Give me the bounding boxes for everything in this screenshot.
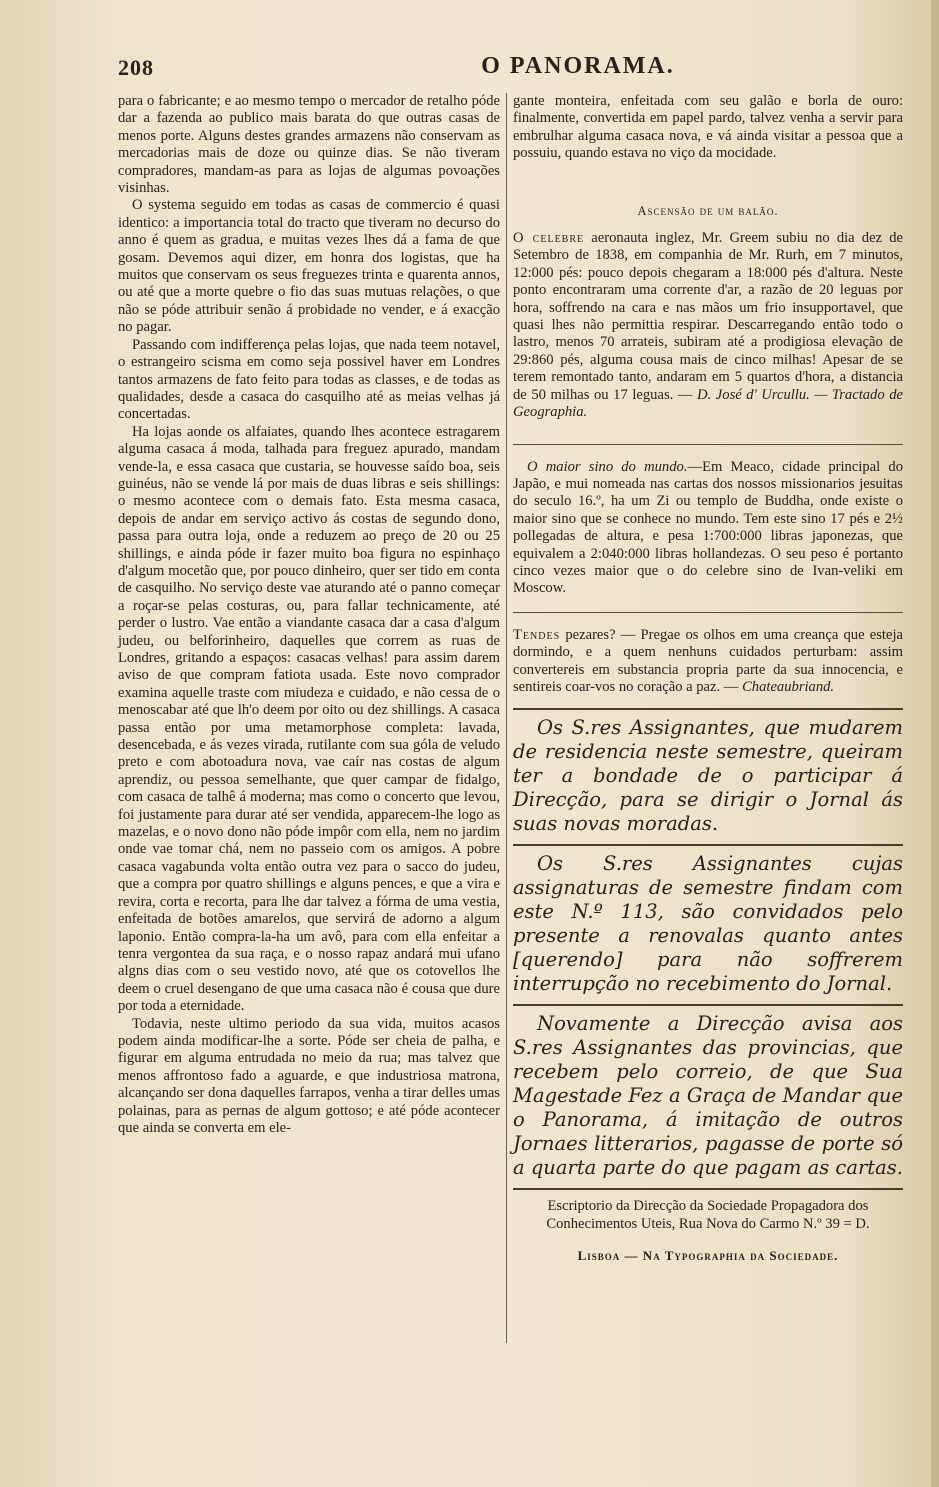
page-number: 208 <box>118 55 154 80</box>
page-binding-edge <box>931 0 939 1487</box>
right-column <box>513 93 903 1265</box>
bell-text: —Em Meaco, cidade principal do Japão, e mui nomeada nas cartas dos nossos missionarios jesuitas do seculo 16.º, ha um Zi ou templo de Buddha, onde existe o maior sino que se conhece no mundo. Tem este sino 17 pés e 2½ pollegadas de altura, e pesa 1:700:000 libras japonezas, que equivalem a 2:040:000 libras hollandezas. O seu peso é portanto cinco vezes maior que o do celebre sino de Ivan-veliki em Moscow. <box>513 458 903 597</box>
balloon-text: aeronauta inglez, Mr. Greem subiu no dia dez de Setembro de 1838, em companhia de Mr. Rurh, em 7 minutos, 12:000 pés: pouco depois chegaram a 18:000 pés d'altura. Neste ponto encontraram uma corrente d'ar, a razão de 20 leguas por hora, soffrendo na cara e nas mãos um frio insupportavel, que quasi lhes não permittia respirar. Descarregando então todo o lastro, menos 70 arrateis, subiram até a prodigiosa elevação de 29:860 pés, alguma cousa mais de cinco milhas! Apesar de se terem remontado tanto, andaram em 5 quartos d'hora, a distancia de 50 milhas ou 17 leguas. — <box>513 230 903 403</box>
left-column <box>118 93 500 1137</box>
section-rule <box>513 612 903 613</box>
balloon-section-title: Ascensão de um balão. <box>637 203 779 218</box>
bell-article <box>513 459 903 598</box>
paragraph: Passando com indifferença pelas lojas, que nada teem notavel, o estrangeiro scisma em como seja possivel haver em Londres tantos armazens de fato feito para todas as classes, e de todas as qualidades, desde a casaca do casquilho até as meias velhas já concertadas. <box>118 336 500 423</box>
notice-rule <box>513 1188 903 1190</box>
notice-text: Os S.res Assignantes, que mudarem de residencia neste semestre, queiram ter a bondade de o participar á Direcção, para se dirigir o Jornal ás suas novas moradas. <box>513 716 903 836</box>
balloon-lead: O celebre <box>513 230 585 247</box>
paragraph: Todavia, neste ultimo periodo da sua vida, muitos acasos podem ainda modificar-lhe a sorte. Póde ser cheia de palha, e figurar em alguma entrudada no meio da rua; mas talvez que menos affrontoso fado a aguarde, e que industriosa matrona, alcançando ser dona daquelles farrapos, venha a tirar delles umas polainas, para as pernas de algum gottoso; e até póde acontecer que ainda se converta em ele- <box>118 1015 500 1136</box>
quote-source: Chateaubriand. <box>742 678 835 695</box>
printer-imprint: Lisboa — Na Typographia da Sociedade. <box>577 1248 839 1264</box>
page-header <box>118 55 910 89</box>
paragraph: O systema seguido em todas as casas de commercio é quasi identico: a importancia total do tracto que tiveram no decurso do anno é quem as gradua, e muitas vezes lhes dá a fama de que gosam. Devemos aqui dizer, em honra dos logistas, que ha muitos que conservam os seus freguezes trinta e quarenta annos, ou até que a morte quebre o fio das suas mutuas relações, o que não se póde attribuir senão á probidade no vender, e á exacção no pagar. <box>118 197 500 336</box>
paragraph: Ha lojas aonde os alfaiates, quando lhes acontece estragarem alguma casaca á moda, talhada para freguez apurado, mandam vende-la, e essa casaca que custaria, se houvesse saído boa, seis guinéus, não se vende lá por mais de duas libras e seis shillings: o mesmo acontece com o demais fato. Esta mesma casaca, depois de andar em serviço activo ás costas de segundo dono, passa para outra loja, onde a reduzem ao preço de 20 ou 25 shillings, e ainda póde ir fazer muito boa figura no espinhaço d'algum mocetão que, por pouco dinheiro, quer ser tido em conta de casquilho. No serviço deste vae aturando até o panno começar a roçar-se pelas costuras, ou, para fallar technicamente, até perder o lustro. Vae então a viandante casaca dar a casa d'algum judeu, ou belforinheiro, daquelles que correm as ruas de Londres, gritando a espaços: casacas velhas! para assim darem aviso de que compram fatiota usada. Este novo comprador examina aquelle traste com miudeza e cuidado, e não cessa de o menoscabar até que lh'o deem por oito ou dez shillings. A casaca passa então por uma metamorphose completa: lavada, desencebada, e ás vezes virada, rutilante com sua góla de veludo preto e com abotoadura nova, vae caír nas costas de algum aprendiz, ou pessoa semelhante, que quer campar de fidalgo, com casaca de talhê á moderna; mas como o concerto que levou, foi justamente para durar até ser vendida, apparecem-lhe logo as mazelas, e o novo dono não póde impôr com ella, nem no jardim onde vae tomar chá, nem no passeio com os amigos. A pobre casaca vagabunda volta então outra vez para o sacco do judeu, que a compra por quatro shillings e alguns pences, e que a vira e revira, corta e recorta, para lhe dar talvez a fórma de uma vestia, enfeitada de botões amarelos, que servirá de adorno a algum laponio. Então compra-la-ha um avô, para com ella enfeitar a tenra vergontea da sua raça, e o nosso rapaz andará mui ufano algns dias com o seu vestido novo, até que os cotovellos lhe deem o cruel desengano de que uma casaca não é cousa que dure por toda a eternidade. <box>118 423 500 1015</box>
notice-text: Novamente a Direcção avisa aos S.res Assignantes das provincias, que recebem pelo correio, de que Sua Magestade Fez a Graça de Mandar que o Panorama, á imitação de outros Jornaes litterarios, pagasse de porte só a quarta parte do que pagam as cartas. <box>513 1012 903 1180</box>
office-address: Escriptorio da Direcção da Sociedade Propagadora dos Conhecimentos Uteis, Rua Nova do Carmo N.º 39 = D. <box>546 1198 870 1232</box>
section-rule <box>513 444 903 445</box>
paragraph: para o fabricante; e ao mesmo tempo o mercador de retalho póde dar a fazenda ao publico mais barata do que outras casas de menos porte. Alguns destes grandes armazens não conservam as mercadorias mais de doze ou quinze dias. Se não tiveram compradores, mandam-as para as lojas de algumas povoações visinhas. <box>118 93 500 197</box>
balloon-article <box>513 230 903 421</box>
quote-lead: Tendes <box>513 626 561 643</box>
notice-text: Os S.res Assignantes cujas assignaturas de semestre findam com este N.º 113, são convidados pelo presente a renovalas quanto antes [querendo] para não soffrerem interrupção no recebimento do Jornal. <box>513 852 903 996</box>
quote-text: pezares? — Pregae os olhos em uma creança que esteja dormindo, e a quem nenhuns cuidados perturbam: assim convertereis em substancia propria parte da sua innocencia, e sentireis coar-vos no coração a paz. — <box>513 626 903 695</box>
notice-rule <box>513 844 903 846</box>
notice-postage <box>513 1012 903 1180</box>
quote-article <box>513 627 903 697</box>
notice-rule <box>513 1004 903 1006</box>
notice-renewal <box>513 852 903 996</box>
bell-lead: O maior sino do mundo. <box>527 458 688 475</box>
continuation-paragraph: gante monteira, enfeitada com seu galão e borla de ouro: finalmente, convertida em papel pardo, talvez venha a servir para embrulhar alguma casaca nova, e vá ainda visitar a pessoa que a possuiu, quando estava no viço da mocidade. <box>513 93 903 162</box>
column-divider <box>506 93 507 1343</box>
running-title: O PANORAMA. <box>481 53 675 79</box>
notice-rule <box>513 708 903 710</box>
balloon-source: D. José d' Urcullu. — Tractado de Geographia. <box>513 386 903 421</box>
notice-change-address <box>513 716 903 836</box>
